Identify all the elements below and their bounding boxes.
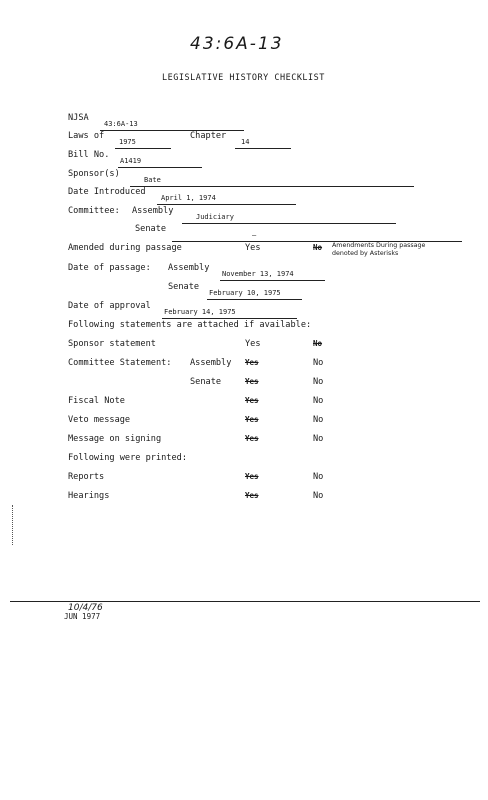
passage-assembly-field bbox=[220, 261, 325, 281]
statement-no-sponsor-marked: No bbox=[313, 339, 323, 348]
scan-artifact bbox=[12, 505, 14, 545]
statement-label-veto-message: Veto message bbox=[68, 415, 131, 425]
date-of-approval-field bbox=[162, 299, 297, 319]
passage-assembly-label: Assembly bbox=[168, 263, 210, 273]
statement-no-senate: No bbox=[313, 377, 324, 387]
passage-senate-label: Senate bbox=[168, 282, 200, 292]
footer-date-stamp: JUN 1977 bbox=[64, 612, 101, 621]
chapter-label: Chapter bbox=[190, 131, 227, 141]
printed-no-reports: No bbox=[313, 472, 324, 482]
sponsors-label: Sponsor(s) bbox=[68, 169, 120, 179]
printed-label-reports: Reports bbox=[68, 472, 105, 482]
handwritten-statute-number: 43:6A-13 bbox=[190, 34, 284, 54]
statement-yes-sponsor: Yes bbox=[245, 339, 261, 349]
printed-no-hearings: No bbox=[313, 491, 324, 501]
statement-yes-signing-marked: Yes bbox=[245, 434, 259, 443]
bill-no-value: A1419 bbox=[118, 157, 202, 168]
committee-assembly-label: Assembly bbox=[132, 206, 174, 216]
committee-assembly-field bbox=[182, 204, 396, 224]
date-introduced-field bbox=[157, 185, 296, 205]
committee-assembly-value: Judiciary bbox=[182, 213, 396, 224]
statement-yes-veto-marked: Yes bbox=[245, 415, 259, 424]
statement-no-signing: No bbox=[313, 434, 324, 444]
laws-of-label: Laws of bbox=[68, 131, 105, 141]
statement-no-fiscal-note: No bbox=[313, 396, 324, 406]
passage-assembly-value: November 13, 1974 bbox=[220, 270, 325, 281]
bill-no-label: Bill No. bbox=[68, 150, 110, 160]
footer-date-handwritten: 10/4/76 bbox=[68, 603, 103, 613]
chapter-value: 14 bbox=[235, 138, 291, 149]
date-introduced-label: Date Introduced bbox=[68, 187, 146, 197]
sponsors-value: Bate bbox=[130, 176, 414, 187]
sponsors-field bbox=[130, 167, 414, 187]
laws-of-value: 1975 bbox=[115, 138, 171, 149]
chapter-field bbox=[235, 129, 291, 149]
njsa-value: 43:6A-13 bbox=[100, 120, 244, 131]
statement-label-sponsor: Sponsor statement bbox=[68, 339, 156, 349]
statement-yes-assembly-marked: Yes bbox=[245, 358, 259, 367]
njsa-field bbox=[100, 111, 240, 131]
committee-senate-value: — bbox=[172, 231, 462, 242]
bill-no-field bbox=[118, 148, 202, 168]
date-introduced-value: April 1, 1974 bbox=[157, 194, 296, 205]
committee-senate-label: Senate bbox=[135, 224, 167, 234]
date-of-passage-label: Date of passage: bbox=[68, 263, 151, 273]
page-title: LEGISLATIVE HISTORY CHECKLIST bbox=[162, 73, 325, 83]
statement-sub-senate: Senate bbox=[190, 377, 222, 387]
amended-yes: Yes bbox=[245, 243, 261, 253]
date-of-approval-label: Date of approval bbox=[68, 301, 151, 311]
statement-label-message-on-signing: Message on signing bbox=[68, 434, 162, 444]
statement-no-veto: No bbox=[313, 415, 324, 425]
printed-yes-hearings-marked: Yes bbox=[245, 491, 259, 500]
committee-label: Committee: bbox=[68, 206, 120, 216]
printed-label-hearings: Hearings bbox=[68, 491, 110, 501]
committee-senate-field bbox=[172, 222, 462, 242]
printed-heading: Following were printed: bbox=[68, 453, 187, 463]
footer-rule bbox=[10, 601, 480, 602]
njsa-label: NJSA bbox=[68, 113, 89, 123]
amendments-note: Amendments During passage denoted by Asterisks bbox=[332, 242, 426, 257]
passage-senate-field bbox=[207, 280, 302, 300]
statement-label-committee: Committee Statement: bbox=[68, 358, 172, 368]
statement-no-assembly: No bbox=[313, 358, 324, 368]
printed-yes-reports-marked: Yes bbox=[245, 472, 259, 481]
statement-yes-senate-marked: Yes bbox=[245, 377, 259, 386]
statement-sub-assembly: Assembly bbox=[190, 358, 232, 368]
amended-label: Amended during passage bbox=[68, 243, 182, 253]
statement-yes-fiscal-note-marked: Yes bbox=[245, 396, 259, 405]
statements-heading: Following statements are attached if available: bbox=[68, 320, 312, 330]
laws-of-field bbox=[115, 129, 171, 149]
amended-no-marked: No bbox=[313, 243, 323, 252]
statement-label-fiscal-note: Fiscal Note bbox=[68, 396, 125, 406]
passage-senate-value: February 10, 1975 bbox=[207, 289, 302, 300]
date-of-approval-value: February 14, 1975 bbox=[162, 308, 297, 319]
